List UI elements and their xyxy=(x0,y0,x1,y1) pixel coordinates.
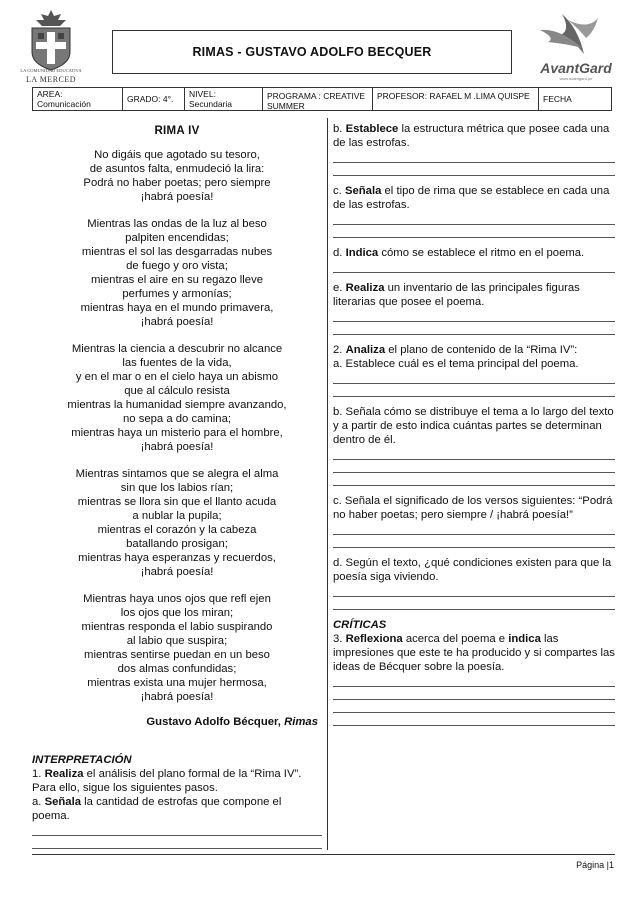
answer-line[interactable] xyxy=(333,674,615,687)
poem-verse: palpiten encendidas; xyxy=(125,232,229,244)
poem-verse: los ojos que los miran; xyxy=(120,607,234,619)
poem-verse: mientras la humanidad siempre avanzando, xyxy=(67,399,287,411)
answer-line[interactable] xyxy=(333,447,615,460)
q1d-text: cómo se establece el ritmo en el poema. xyxy=(381,247,585,259)
q1e-text: un inventario de las principales figuras literarias que posee el poema. xyxy=(333,282,580,308)
interpretacion-heading: INTERPRETACIÓN xyxy=(32,754,132,766)
school-name-small: LA COMUNIDAD EDUCATIVA xyxy=(20,68,82,73)
poem-verse: dos almas confundidas; xyxy=(117,663,237,675)
poem-verse: que al cálculo resista xyxy=(124,385,230,397)
answer-line[interactable] xyxy=(333,535,615,548)
column-divider xyxy=(327,118,328,850)
answer-line[interactable] xyxy=(333,584,615,597)
q1d-label: d. xyxy=(333,247,343,259)
grado-label: GRADO: 4°. xyxy=(127,94,174,104)
question-2c: c. Señala el significado de los versos siguientes: “Podrá no haber poetas; pero siempre / ¡habrá poesía!” xyxy=(333,495,613,521)
answer-line[interactable] xyxy=(333,322,615,335)
question-1 xyxy=(32,767,322,795)
poem-verse: ¡habrá poesía! xyxy=(140,691,214,703)
q1b-verb: Establece xyxy=(345,123,399,135)
answer-line[interactable] xyxy=(333,384,615,397)
footer-divider xyxy=(32,854,615,855)
answer-line[interactable] xyxy=(333,371,615,384)
poem-verse: perfumes y armonías; xyxy=(122,288,232,300)
grado-cell xyxy=(123,88,185,110)
poem-verse: batallando prosigan; xyxy=(126,538,228,550)
poem-verse: Mientras sintamos que se alegra el alma xyxy=(75,468,279,480)
poem-verse: Podrá no haber poetas; pero siempre xyxy=(83,177,271,189)
poem-verse: mientras el corazón y la cabeza xyxy=(97,524,257,536)
poem-verse: de asuntos falta, enmudeció la lira: xyxy=(89,163,265,175)
brand-logo xyxy=(528,10,624,82)
nivel-cell xyxy=(185,88,263,110)
answer-line[interactable] xyxy=(333,460,615,473)
poem-verse: no sepa a do camina; xyxy=(122,413,232,425)
q1a-label: a. xyxy=(32,796,42,808)
fecha-label: FECHA xyxy=(543,94,572,104)
question-1d xyxy=(333,246,615,260)
info-table xyxy=(32,87,612,111)
question-2a: a. Establece cuál es el tema principal del poema. xyxy=(333,358,579,370)
left-column xyxy=(32,122,322,849)
poem-stanza xyxy=(32,217,322,329)
q1e-label: e. xyxy=(333,282,343,294)
answer-line[interactable] xyxy=(32,836,322,849)
answer-line[interactable] xyxy=(333,522,615,535)
poem-verse: ¡habrá poesía! xyxy=(140,191,214,203)
poem-verse: mientras haya en el mundo primavera, xyxy=(80,302,274,314)
answer-line[interactable] xyxy=(333,163,615,176)
poem-verse: ¡habrá poesía! xyxy=(140,441,214,453)
question-2 xyxy=(333,343,615,357)
poem-stanza xyxy=(32,342,322,454)
poem-verse: mientras haya esperanzas y recuerdos, xyxy=(78,552,276,564)
poem-verse: No digáis que agotado su tesoro, xyxy=(94,149,260,161)
poem-stanza xyxy=(32,467,322,579)
q1c-verb: Señala xyxy=(344,185,382,197)
poem-verse: mientras responda el labio suspirando xyxy=(81,621,273,633)
poem-verse: Mientras las ondas de la luz al beso xyxy=(87,218,267,230)
answer-line[interactable] xyxy=(32,823,322,836)
poem-verse: mientras se llora sin que el llanto acuda xyxy=(77,496,277,508)
poem-verse: a nublar la pupila; xyxy=(132,510,222,522)
q1a-text: la cantidad de estrofas que compone el poema. xyxy=(32,796,282,822)
poem-verse: de fuego y oro vista; xyxy=(126,260,228,272)
q1b-text: la estructura métrica que posee cada una de las estrofas. xyxy=(333,123,610,149)
question-1c xyxy=(333,184,615,212)
poem-stanza xyxy=(32,148,322,204)
q2-text: el plano de contenido de la “Rima IV”: xyxy=(388,344,578,356)
answer-line[interactable] xyxy=(333,473,615,486)
q3-text-mid: acerca del poema e xyxy=(405,633,506,645)
school-name: LA MERCED xyxy=(25,75,77,84)
poem-stanza xyxy=(32,592,322,704)
document-title xyxy=(112,30,512,74)
programa-cell xyxy=(263,88,373,110)
work-title: Rimas xyxy=(284,716,318,728)
question-1a xyxy=(32,795,322,823)
poem-verse: y en el mar o en el cielo haya un abismo xyxy=(75,371,279,383)
right-column xyxy=(333,122,615,726)
q2-number: 2. xyxy=(333,344,343,356)
programa-label: PROGRAMA : CREATIVE SUMMER xyxy=(267,91,366,111)
area-cell xyxy=(33,88,123,110)
answer-line[interactable] xyxy=(333,212,615,225)
document-title-text: RIMAS - GUSTAVO ADOLFO BECQUER xyxy=(192,45,432,59)
q3-verb-1: Reflexiona xyxy=(345,633,403,645)
q3-verb-2: indica xyxy=(508,633,541,645)
q1a-verb: Señala xyxy=(44,796,81,808)
poem-verse: mientras sentirse puedan en un beso xyxy=(84,649,270,661)
brand-subtitle: www.avantgard.pe xyxy=(559,76,593,81)
q1-text: el análisis del plano formal de la “Rima IV”. Para ello, sigue los siguientes pasos. xyxy=(32,768,302,794)
page-number: Página |1 xyxy=(576,860,614,870)
q3-number: 3. xyxy=(333,633,343,645)
poem-verse: Mientras haya unos ojos que refl ejen xyxy=(83,593,271,605)
q1d-verb: Indica xyxy=(345,247,379,259)
q1b-label: b. xyxy=(333,123,343,135)
poem-verse: mientras exista una mujer hermosa, xyxy=(87,677,267,689)
q1-number: 1. xyxy=(32,768,42,780)
answer-line[interactable] xyxy=(333,597,615,610)
brand-name: AvantGard xyxy=(540,60,612,76)
bird-icon xyxy=(528,10,624,62)
q1e-verb: Realiza xyxy=(345,282,385,294)
answer-line[interactable] xyxy=(333,150,615,163)
nivel-label: NIVEL: Secundaria xyxy=(189,89,233,109)
q1c-text: el tipo de rima que se establece en cada una de las estrofas. xyxy=(333,185,610,211)
school-logo xyxy=(16,6,86,88)
poem-verse: sin que los labios rían; xyxy=(120,482,234,494)
profesor-label: PROFESOR: RAFAEL M .LIMA QUISPE xyxy=(377,91,530,101)
poem-title: RIMA IV xyxy=(154,125,200,137)
answer-line[interactable] xyxy=(333,309,615,322)
question-1b xyxy=(333,122,615,150)
answer-line[interactable] xyxy=(333,713,615,726)
poem-verse: ¡habrá poesía! xyxy=(140,566,214,578)
area-label: AREA: Comunicación xyxy=(37,89,91,109)
author-name: Gustavo Adolfo Bécquer, xyxy=(146,716,281,728)
poem-verse: Mientras la ciencia a descubrir no alcance xyxy=(71,343,283,355)
answer-line[interactable] xyxy=(333,260,615,273)
question-3 xyxy=(333,632,615,674)
answer-line[interactable] xyxy=(333,700,615,713)
answer-line[interactable] xyxy=(333,225,615,238)
q1-verb: Realiza xyxy=(44,768,84,780)
poem-body xyxy=(32,148,322,704)
poem-verse: mientras haya un misterio para el hombre, xyxy=(71,427,283,439)
criticas-heading: CRÍTICAS xyxy=(333,619,387,631)
q3-text: las impresiones que este te ha producido y si compartes las ideas de Bécquer sobre la poesía. xyxy=(333,633,615,673)
question-2b: b. Señala cómo se distribuye el tema a lo largo del texto y a partir de esto indica cuántas partes se determinan dentro de él. xyxy=(333,406,614,446)
q2-verb: Analiza xyxy=(345,344,386,356)
answer-line[interactable] xyxy=(333,687,615,700)
fecha-cell xyxy=(539,88,611,110)
poem-author xyxy=(32,715,322,729)
profesor-cell xyxy=(373,88,539,110)
poem-verse: las fuentes de la vida, xyxy=(122,357,232,369)
question-1e xyxy=(333,281,615,309)
poem-verse: ¡habrá poesía! xyxy=(140,316,214,328)
q1c-label: c. xyxy=(333,185,342,197)
poem-verse: mientras el sol las desgarradas nubes xyxy=(81,246,273,258)
poem-verse: al labio que suspira; xyxy=(126,635,228,647)
question-2d: d. Según el texto, ¿qué condiciones existen para que la poesía siga viviendo. xyxy=(333,557,612,583)
poem-verse: mientras el aire en su regazo lleve xyxy=(90,274,264,286)
